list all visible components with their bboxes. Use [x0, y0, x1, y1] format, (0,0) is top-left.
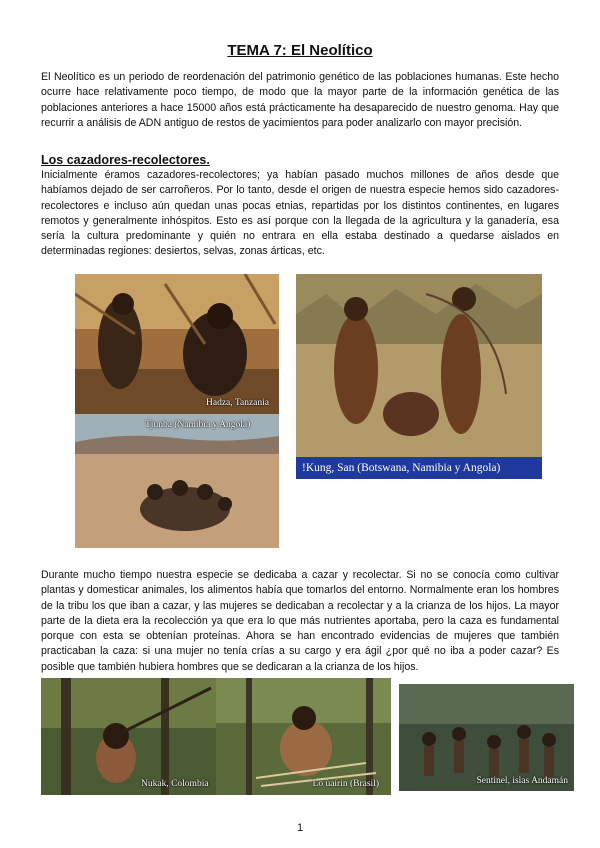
caption-brazil: Lo ùaírin (Brasil) [312, 779, 379, 789]
photo-sentinel [399, 684, 574, 791]
section-paragraph-2: Durante mucho tiempo nuestra especie se dedicaba a cazar y recolectar. Si no se conocía como cultivar plantas y domesticar animales, los alimentos había que tomarlos del entorno. Normalmente eran los hombres de la tribu los que iban a cazar, y las mujeres se dedicaban a recolectar y a la crianza de los hijos. La mayor parte de la dieta era la recolección ya que era lo que más nutrientes aportaba, pero la caza es fundamental porque con esta se obtenían proteínas. Ahora se han encontrado evidencias de mujeres que también practicaban la caza: si una mujer no tenía crías a su cargo y era ágil ¿por qué no iba a poder cazar? Es posible que también hubiera hombres que se dedicaran a la crianza de los hijos. [41, 569, 559, 673]
caption-tjunba: Tjunba (Namibia y Angola) [145, 420, 251, 430]
photo-tjunba [75, 414, 279, 548]
brazil-image [216, 678, 391, 795]
photo-nukak [41, 678, 216, 795]
photo-hadza [75, 274, 279, 414]
caption-hadza: Hadza, Tanzania [206, 398, 269, 408]
nukak-image [41, 678, 216, 795]
caption-nukak: Nukak, Colombia [141, 779, 209, 789]
caption-kung: !Kung, San (Botswana, Namibia y Angola) [296, 457, 542, 479]
kung-image [296, 274, 542, 479]
photo-brazil [216, 678, 391, 795]
section-paragraph-1: Inicialmente éramos cazadores-recolectores; ya habían pasado muchos millones de años desde que habíamos dejado de ser carroñeros. Por lo tanto, desde el origen de nuestra especie hemos sido cazadores-recolectores e incluso aún quedan unas pocas etnias, repartidas por los distintos continentes, en lugares remotos y generalmente inhóspitos. Esto es así porque con la llegada de la agricultura y la ganadería, esa sería la cultura predominante y quién no entrara en ella estaba destinado a quedarse aislados en determinadas regiones: desiertos, selvas, zonas árticas, etc. [41, 169, 559, 258]
section-heading: Los cazadores-recolectores. [41, 153, 210, 167]
caption-sentinel: Sentinel, islas Andamán [476, 776, 568, 786]
hadza-image [75, 274, 279, 414]
sentinel-image [399, 684, 574, 791]
intro-paragraph: El Neolítico es un periodo de reordenación del patrimonio genético de las poblaciones humanas. Este hecho ocurre hace relativamente poco tiempo, de modo que la mayor parte de la información genética de las poblaciones anteriores a hace 15000 años está prácticamente ha desaparecido de nuestro genoma. Hay que recurrir a análisis de ADN antiguo de restos de yacimientos para poder analizarlo con mayor precisión. [41, 71, 559, 129]
photo-kung [296, 274, 542, 479]
tjunba-image [75, 414, 279, 548]
page-number: 1 [296, 822, 304, 834]
page-title: TEMA 7: El Neolítico [227, 42, 373, 59]
